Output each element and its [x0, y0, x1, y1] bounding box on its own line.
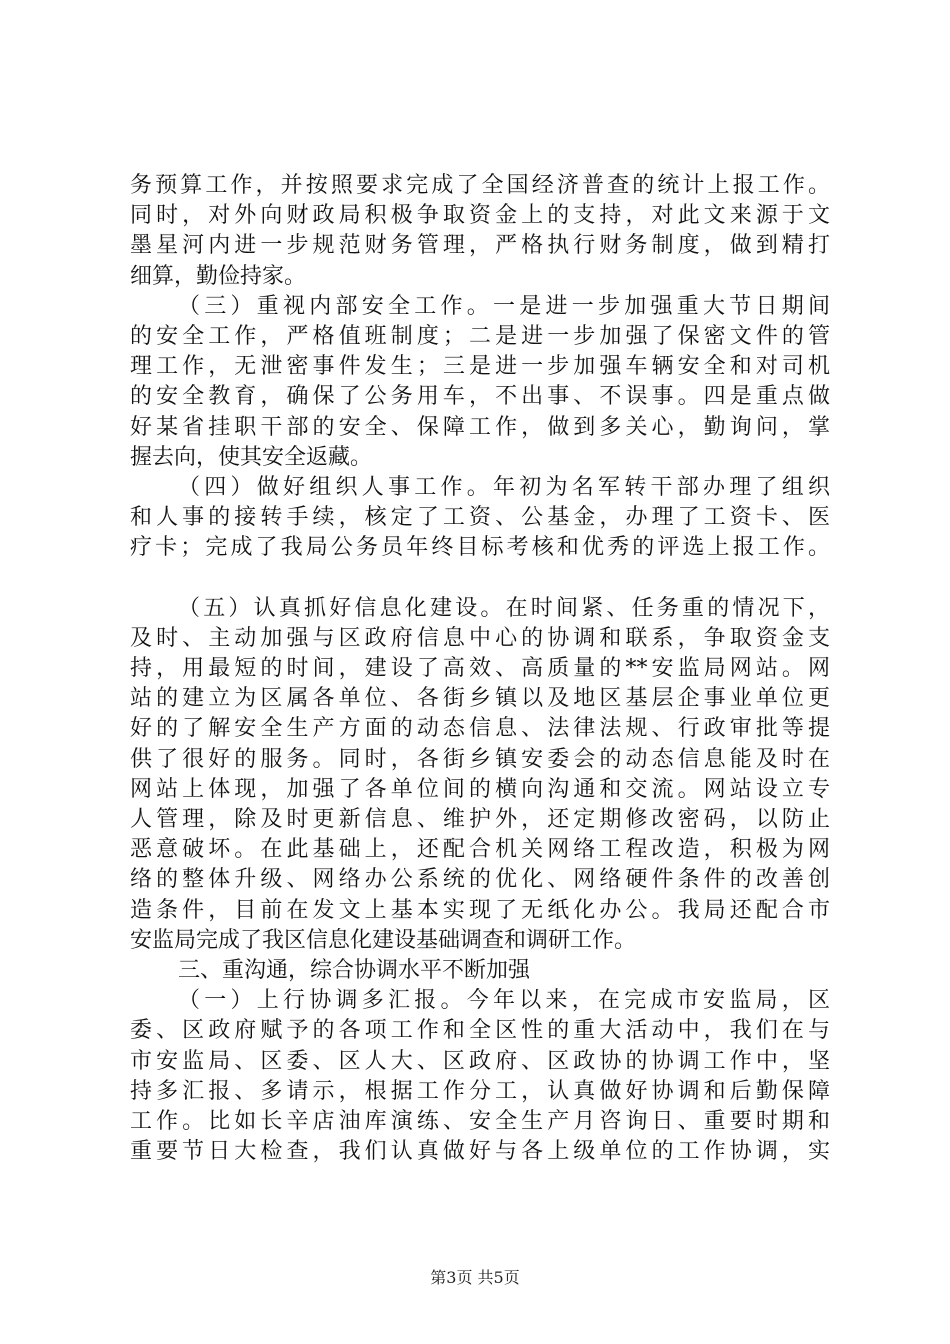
paragraph-heading-line: （四）做好组织人事工作。年初为名军转干部办理了组织	[178, 475, 830, 500]
text-line: 疗卡；完成了我局公务员年终目标考核和优秀的评选上报工作。	[130, 535, 830, 560]
paragraph-heading-line: （三）重视内部安全工作。一是进一步加强重大节日期间	[178, 294, 830, 319]
text-line: 委、区政府赋予的各项工作和全区性的重大活动中，我们在与	[130, 1018, 830, 1043]
text-line: 同时，对外向财政局积极争取资金上的支持，对此文来源于文	[130, 203, 830, 228]
text-line: 理工作，无泄密事件发生；三是进一步加强车辆安全和对司机	[130, 354, 830, 379]
text-line: 市安监局、区委、区人大、区政府、区政协的协调工作中，坚	[130, 1049, 830, 1074]
text-line: 安监局完成了我区信息化建设基础调查和调研工作。	[130, 928, 637, 953]
text-line: 持，用最短的时间，建设了高效、高质量的**安监局网站。网	[130, 656, 830, 681]
text-line: 的安全教育，确保了公务用车，不出事、不误事。四是重点做	[130, 384, 830, 409]
text-line: 恶意破坏。在此基础上，还配合机关网络工程改造，积极为网	[130, 837, 830, 862]
text-line: 持多汇报、多请示，根据工作分工，认真做好协调和后勤保障	[130, 1079, 830, 1104]
paragraph-heading-line: （一）上行协调多汇报。今年以来，在完成市安监局，区	[178, 988, 830, 1013]
text-line: 络的整体升级、网络办公系统的优化、网络硬件条件的改善创	[130, 867, 830, 892]
text-line: 和人事的接转手续，核定了工资、公基金，办理了工资卡、医	[130, 505, 830, 530]
text-line: 好的了解安全生产方面的动态信息、法律法规、行政审批等提	[130, 716, 830, 741]
text-line: 网站上体现，加强了各单位间的横向沟通和交流。网站设立专	[130, 777, 830, 802]
text-line: 墨星河内进一步规范财务管理，严格执行财务制度，做到精打	[130, 233, 830, 258]
text-line: 供了很好的服务。同时，各街乡镇安委会的动态信息能及时在	[130, 747, 830, 772]
text-line: 造条件，目前在发文上基本实现了无纸化办公。我局还配合市	[130, 898, 830, 923]
text-line: 务预算工作，并按照要求完成了全国经济普查的统计上报工作。	[130, 173, 830, 198]
page-number-footer: 第3页 共5页	[430, 1268, 520, 1287]
text-line: 人管理，除及时更新信息、维护外，还定期修改密码，以防止	[130, 807, 830, 832]
section-heading: 三、重沟通，综合协调水平不断加强	[178, 958, 531, 983]
text-line: 好某省挂职干部的安全、保障工作，做到多关心，勤询问，掌	[130, 415, 830, 440]
text-line: 及时、主动加强与区政府信息中心的协调和联系，争取资金支	[130, 626, 830, 651]
text-line: 工作。比如长辛店油库演练、安全生产月咨询日、重要时期和	[130, 1109, 830, 1134]
text-line: 的安全工作，严格值班制度；二是进一步加强了保密文件的管	[130, 324, 830, 349]
text-line: 握去向，使其安全返藏。	[130, 445, 373, 470]
text-line: 重要节日大检查，我们认真做好与各上级单位的工作协调，实	[130, 1139, 830, 1164]
text-line: 站的建立为区属各单位、各街乡镇以及地区基层企事业单位更	[130, 686, 830, 711]
text-line: 细算，勤俭持家。	[130, 264, 307, 289]
paragraph-heading-line: （五）认真抓好信息化建设。在时间紧、任务重的情况下，	[178, 596, 830, 621]
